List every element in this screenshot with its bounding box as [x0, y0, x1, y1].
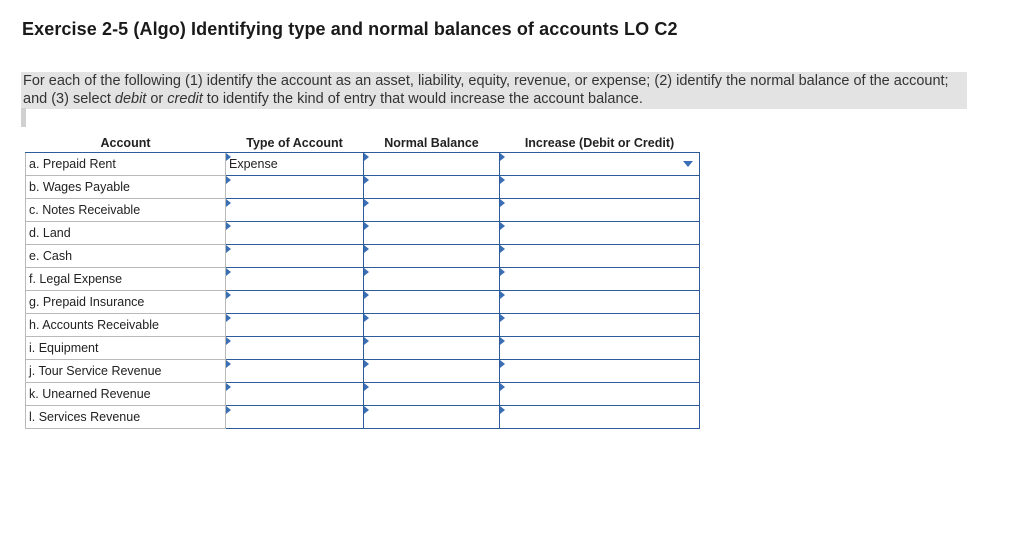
normal-balance-select[interactable]	[364, 338, 499, 359]
dropdown-marker-icon	[364, 291, 369, 299]
type-of-account-select-cell	[226, 291, 364, 314]
increase-select-cell	[500, 153, 700, 176]
type-of-account-select-cell	[226, 245, 364, 268]
type-of-account-select-cell	[226, 199, 364, 222]
instructions-part1: For each of the following (1) identify the account as an asset, liability, equity, revenue, or expense; (2) identify the normal balance of the account; and (3) select	[23, 73, 949, 107]
account-name: a. Prepaid Rent	[26, 153, 226, 176]
dropdown-marker-icon	[500, 360, 505, 368]
table-row	[26, 383, 700, 406]
dropdown-marker-icon	[364, 245, 369, 253]
increase-select[interactable]	[500, 246, 699, 267]
account-name: f. Legal Expense	[26, 268, 226, 291]
increase-select[interactable]	[500, 154, 699, 175]
account-name: b. Wages Payable	[26, 176, 226, 199]
type-of-account-select[interactable]	[226, 246, 363, 267]
dropdown-marker-icon	[500, 406, 505, 414]
increase-select[interactable]	[500, 407, 699, 428]
instructions-indicator	[21, 108, 26, 127]
normal-balance-select[interactable]	[364, 154, 499, 175]
dropdown-marker-icon	[226, 153, 231, 161]
normal-balance-select[interactable]	[364, 315, 499, 336]
type-of-account-select[interactable]	[226, 407, 363, 428]
dropdown-marker-icon	[364, 337, 369, 345]
table-row	[26, 314, 700, 337]
table-row	[26, 199, 700, 222]
dropdown-marker-icon	[364, 314, 369, 322]
type-of-account-select[interactable]: Expense	[229, 156, 278, 171]
increase-select[interactable]	[500, 384, 699, 405]
header-increase: Increase (Debit or Credit)	[500, 133, 700, 153]
normal-balance-select-cell	[364, 176, 500, 199]
dropdown-marker-icon	[226, 245, 231, 253]
increase-select[interactable]	[500, 269, 699, 290]
normal-balance-select-cell	[364, 383, 500, 406]
account-name: i. Equipment	[26, 337, 226, 360]
type-of-account-select[interactable]	[226, 200, 363, 221]
table-row	[26, 245, 700, 268]
type-of-account-select-cell	[226, 268, 364, 291]
type-of-account-select-cell	[226, 383, 364, 406]
dropdown-marker-icon	[500, 245, 505, 253]
account-name: l. Services Revenue	[26, 406, 226, 429]
increase-select[interactable]	[500, 315, 699, 336]
type-of-account-select[interactable]	[226, 315, 363, 336]
normal-balance-select-cell	[364, 199, 500, 222]
header-type: Type of Account	[226, 133, 364, 153]
dropdown-marker-icon	[500, 291, 505, 299]
normal-balance-select[interactable]	[364, 246, 499, 267]
table-row	[26, 153, 700, 176]
type-of-account-select-cell	[226, 314, 364, 337]
type-of-account-select[interactable]	[226, 338, 363, 359]
table-row	[26, 337, 700, 360]
dropdown-marker-icon	[364, 406, 369, 414]
table-row	[26, 176, 700, 199]
type-of-account-select[interactable]	[226, 269, 363, 290]
increase-select-cell	[500, 291, 700, 314]
chevron-down-icon[interactable]	[683, 161, 693, 167]
normal-balance-select[interactable]	[364, 292, 499, 313]
increase-select-cell	[500, 245, 700, 268]
increase-select[interactable]	[500, 338, 699, 359]
normal-balance-select[interactable]	[364, 223, 499, 244]
dropdown-marker-icon	[364, 176, 369, 184]
dropdown-marker-icon	[226, 337, 231, 345]
exercise-title: Exercise 2-5 (Algo) Identifying type and normal balances of accounts LO C2	[22, 19, 678, 39]
account-name: g. Prepaid Insurance	[26, 291, 226, 314]
dropdown-marker-icon	[500, 268, 505, 276]
increase-select-cell	[500, 406, 700, 429]
normal-balance-select-cell	[364, 360, 500, 383]
type-of-account-select[interactable]	[226, 223, 363, 244]
table-row	[26, 268, 700, 291]
account-name: j. Tour Service Revenue	[26, 360, 226, 383]
normal-balance-select-cell	[364, 222, 500, 245]
dropdown-marker-icon	[500, 222, 505, 230]
increase-select-cell	[500, 337, 700, 360]
type-of-account-select-cell	[226, 360, 364, 383]
dropdown-marker-icon	[364, 222, 369, 230]
account-name: d. Land	[26, 222, 226, 245]
increase-select-cell	[500, 176, 700, 199]
dropdown-marker-icon	[500, 383, 505, 391]
dropdown-marker-icon	[364, 268, 369, 276]
type-of-account-select[interactable]	[226, 384, 363, 405]
type-of-account-select-cell	[226, 337, 364, 360]
table-header-row	[26, 133, 700, 153]
increase-select[interactable]	[500, 200, 699, 221]
normal-balance-select[interactable]	[364, 269, 499, 290]
normal-balance-select-cell	[364, 153, 500, 176]
dropdown-marker-icon	[226, 406, 231, 414]
account-name: c. Notes Receivable	[26, 199, 226, 222]
increase-select-cell	[500, 360, 700, 383]
dropdown-marker-icon	[364, 199, 369, 207]
normal-balance-select[interactable]	[364, 200, 499, 221]
increase-select-cell	[500, 383, 700, 406]
increase-select-cell	[500, 314, 700, 337]
table-row	[26, 222, 700, 245]
dropdown-marker-icon	[226, 222, 231, 230]
dropdown-marker-icon	[500, 199, 505, 207]
instructions-debit: debit	[114, 91, 147, 107]
increase-select-cell	[500, 199, 700, 222]
normal-balance-select[interactable]	[364, 361, 499, 382]
dropdown-marker-icon	[500, 176, 505, 184]
dropdown-marker-icon	[364, 360, 369, 368]
normal-balance-select-cell	[364, 245, 500, 268]
normal-balance-select-cell	[364, 406, 500, 429]
dropdown-marker-icon	[226, 268, 231, 276]
type-of-account-select-cell	[226, 153, 364, 176]
type-of-account-select[interactable]	[226, 361, 363, 382]
accounts-table	[25, 133, 700, 429]
dropdown-marker-icon	[500, 153, 505, 161]
increase-select-cell	[500, 222, 700, 245]
increase-select[interactable]	[500, 361, 699, 382]
instructions-credit: credit	[167, 91, 203, 107]
header-normal-balance: Normal Balance	[364, 133, 500, 153]
instructions	[21, 72, 967, 109]
account-name: e. Cash	[26, 245, 226, 268]
table-row	[26, 406, 700, 429]
normal-balance-select[interactable]	[364, 177, 499, 198]
table-row	[26, 360, 700, 383]
normal-balance-select-cell	[364, 268, 500, 291]
dropdown-marker-icon	[226, 199, 231, 207]
account-name: k. Unearned Revenue	[26, 383, 226, 406]
dropdown-marker-icon	[226, 291, 231, 299]
normal-balance-select-cell	[364, 314, 500, 337]
type-of-account-select-cell	[226, 176, 364, 199]
increase-select-cell	[500, 268, 700, 291]
dropdown-marker-icon	[226, 314, 231, 322]
dropdown-marker-icon	[226, 176, 231, 184]
normal-balance-select-cell	[364, 291, 500, 314]
dropdown-marker-icon	[364, 153, 369, 161]
instructions-part2: to identify the kind of entry that would increase the account balance.	[202, 91, 643, 107]
instructions-or: or	[146, 91, 168, 107]
dropdown-marker-icon	[500, 337, 505, 345]
increase-select[interactable]	[500, 292, 699, 313]
dropdown-marker-icon	[226, 360, 231, 368]
table-row	[26, 291, 700, 314]
type-of-account-select-cell	[226, 222, 364, 245]
normal-balance-select-cell	[364, 337, 500, 360]
increase-select[interactable]	[500, 177, 699, 198]
header-account: Account	[26, 133, 226, 153]
dropdown-marker-icon	[226, 383, 231, 391]
account-name: h. Accounts Receivable	[26, 314, 226, 337]
type-of-account-select[interactable]	[226, 292, 363, 313]
dropdown-marker-icon	[364, 383, 369, 391]
type-of-account-select[interactable]	[226, 177, 363, 198]
increase-select[interactable]	[500, 223, 699, 244]
normal-balance-select[interactable]	[364, 384, 499, 405]
type-of-account-select-cell	[226, 406, 364, 429]
normal-balance-select[interactable]	[364, 407, 499, 428]
dropdown-marker-icon	[500, 314, 505, 322]
